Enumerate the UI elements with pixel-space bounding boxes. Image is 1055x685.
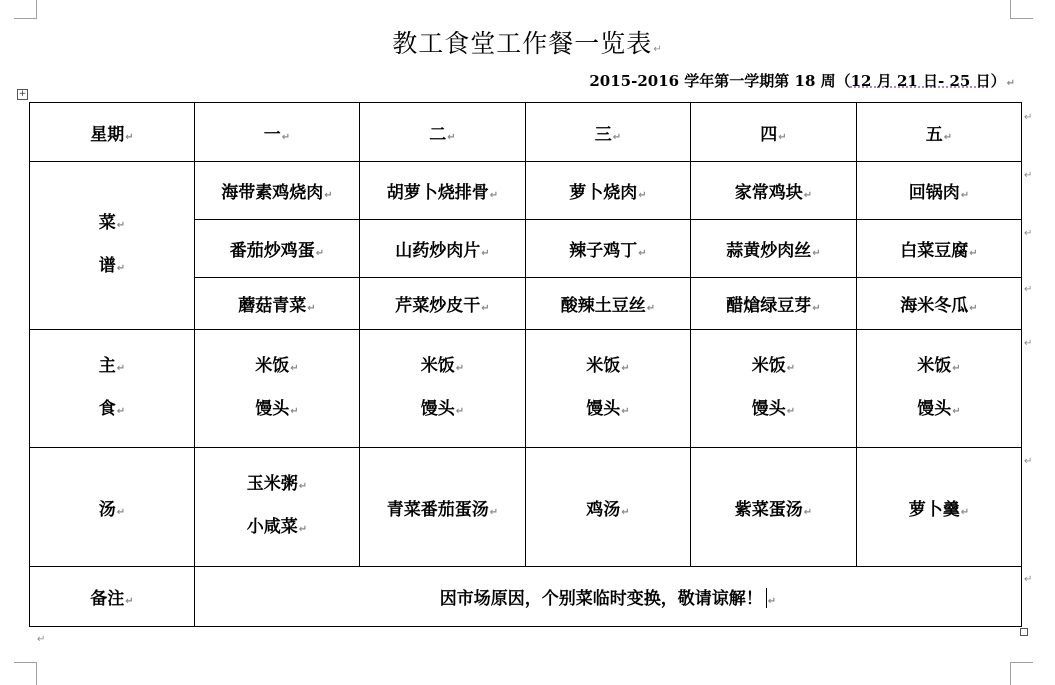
staple-cell[interactable]: 米饭 ↵ 馒头 ↵	[360, 330, 526, 448]
soup-label-cell[interactable]: 汤 ↵	[30, 448, 195, 567]
day-header-cell[interactable]: 二 ↵	[360, 103, 526, 162]
soup-row	[30, 448, 1022, 567]
day-header-cell[interactable]: 五 ↵	[857, 103, 1022, 162]
remarks-cell[interactable]: 因市场原因，个别菜临时变换，敬请谅解！ ↵	[195, 567, 1022, 627]
staple-row	[30, 330, 1022, 448]
remarks-row	[30, 567, 1022, 627]
week-dates: 12 月 21 日- 25 日	[850, 72, 991, 90]
week-info[interactable]: 2015-2016 学年第一学期第 18 周（12 月 21 日- 25 日） ↵	[589, 70, 1015, 91]
dish-cell[interactable]: 白菜豆腐 ↵	[857, 220, 1022, 278]
paragraph-return-icon	[37, 634, 45, 645]
dish-cell[interactable]: 辣子鸡丁 ↵	[526, 220, 691, 278]
day-header-cell[interactable]: 三 ↵	[526, 103, 691, 162]
page-corner-mark	[14, 662, 37, 685]
staple-cell[interactable]: 米饭 ↵ 馒头 ↵	[195, 330, 360, 448]
staple-cell[interactable]: 米饭 ↵ 馒头 ↵	[857, 330, 1022, 448]
dish-cell[interactable]: 海带素鸡烧肉 ↵	[195, 162, 360, 220]
staple-label-cell[interactable]: 主 ↵ 食 ↵	[30, 330, 195, 448]
page-corner-mark	[14, 0, 37, 19]
dish-cell[interactable]: 芹菜炒皮干 ↵	[360, 278, 526, 330]
staple-cell[interactable]: 米饭 ↵ 馒头 ↵	[526, 330, 691, 448]
table-resize-handle[interactable]	[1020, 628, 1028, 636]
day-header-cell[interactable]: 一 ↵	[195, 103, 360, 162]
soup-cell[interactable]: 鸡汤 ↵	[526, 448, 691, 567]
paragraph-return-icon	[1024, 456, 1032, 467]
soup-cell[interactable]: 紫菜蛋汤 ↵	[691, 448, 857, 567]
dish-cell[interactable]: 回锅肉 ↵	[857, 162, 1022, 220]
paragraph-return-icon	[1007, 78, 1015, 89]
paragraph-return-icon	[653, 44, 662, 55]
text-cursor	[766, 588, 767, 608]
paragraph-return-icon	[1024, 338, 1032, 349]
dish-cell[interactable]: 萝卜烧肉 ↵	[526, 162, 691, 220]
dish-cell[interactable]: 山药炒肉片 ↵	[360, 220, 526, 278]
weekday-header-cell[interactable]: 星期 ↵	[30, 103, 195, 162]
dishes-label-cell[interactable]: 菜 ↵ 谱 ↵	[30, 162, 195, 330]
dish-cell[interactable]: 家常鸡块 ↵	[691, 162, 857, 220]
remarks-label-cell[interactable]: 备注 ↵	[30, 567, 195, 627]
dish-cell[interactable]: 酸辣土豆丝 ↵	[526, 278, 691, 330]
dish-cell[interactable]: 醋熗绿豆芽 ↵	[691, 278, 857, 330]
soup-cell[interactable]: 青菜番茄蛋汤 ↵	[360, 448, 526, 567]
dish-cell[interactable]: 胡萝卜烧排骨 ↵	[360, 162, 526, 220]
paragraph-return-icon	[1024, 170, 1032, 181]
document-title[interactable]: 教工食堂工作餐一览表 ↵	[0, 24, 1055, 60]
move-cross-icon[interactable]: +	[18, 89, 27, 99]
paragraph-return-icon	[1024, 112, 1032, 123]
soup-cell[interactable]: 萝卜羹 ↵	[857, 448, 1022, 567]
dish-cell[interactable]: 蘑菇青菜 ↵	[195, 278, 360, 330]
page-corner-mark	[1010, 662, 1033, 685]
menu-table	[29, 102, 1022, 627]
day-header-cell[interactable]: 四 ↵	[691, 103, 857, 162]
soup-cell[interactable]: 玉米粥 ↵ 小咸菜 ↵	[195, 448, 360, 567]
page-corner-mark	[1010, 0, 1033, 19]
paragraph-return-icon	[1024, 574, 1032, 585]
header-row	[30, 103, 1022, 162]
dish-cell[interactable]: 番茄炒鸡蛋 ↵	[195, 220, 360, 278]
staple-cell[interactable]: 米饭 ↵ 馒头 ↵	[691, 330, 857, 448]
dish-row	[30, 162, 1022, 220]
paragraph-return-icon	[1024, 284, 1032, 295]
dish-cell[interactable]: 海米冬瓜 ↵	[857, 278, 1022, 330]
paragraph-return-icon	[1024, 228, 1032, 239]
dish-cell[interactable]: 蒜黄炒肉丝 ↵	[691, 220, 857, 278]
